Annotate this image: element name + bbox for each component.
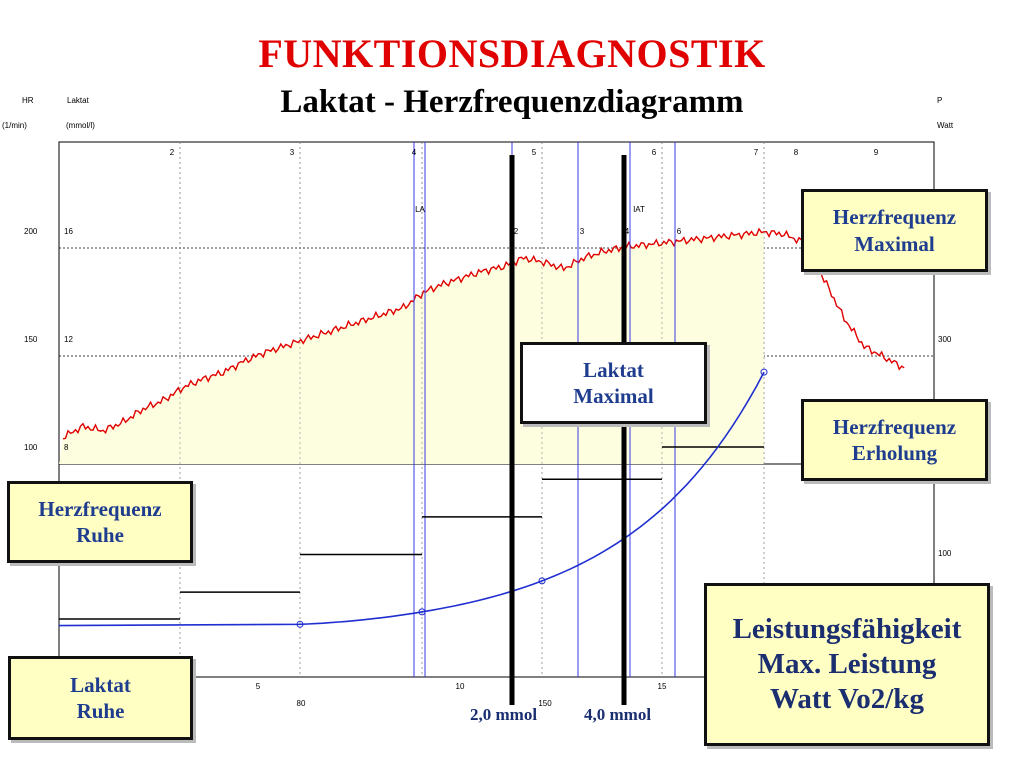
- leistung-line3: Watt Vo2/kg: [770, 682, 924, 715]
- laktat-axis-label: Laktat: [67, 96, 89, 105]
- threshold-stage-label: 4: [624, 227, 630, 236]
- laktat-tick-label: 16: [64, 227, 73, 236]
- threshold-4mmol-label: 4,0 mmol: [584, 705, 652, 724]
- hf-ruhe-box: [7, 481, 193, 563]
- laktat-axis-unit: (mmol/l): [66, 121, 95, 130]
- stage-number-label: 8: [793, 148, 799, 157]
- page-title: FUNKTIONSDIAGNOSTIK: [258, 31, 766, 76]
- laktat-ruhe-line1: Laktat: [70, 672, 131, 697]
- time-tick-label: 15: [657, 682, 667, 691]
- threshold-iat-label: IAT: [633, 205, 645, 214]
- hf-erholung-line2: Erholung: [851, 441, 938, 465]
- leistung-line1: Leistungsfähigkeit: [732, 613, 962, 646]
- hf-max-box: [801, 189, 988, 272]
- hf-erholung-box: [801, 399, 988, 481]
- laktat-max-box: [520, 342, 707, 424]
- hr-tick-label: 150: [24, 335, 38, 344]
- hr-axis-label: HR: [22, 96, 34, 105]
- stage-number-label: 7: [753, 148, 759, 157]
- threshold-la-label: LA: [415, 205, 425, 214]
- laktat-tick-label: 12: [64, 335, 73, 344]
- stage-number-label: 3: [289, 148, 295, 157]
- hr-axis-unit: (1/min): [2, 121, 27, 130]
- laktat-max-line1: Laktat: [583, 357, 644, 382]
- hf-max-line1: Herzfrequenz: [832, 205, 957, 230]
- time-tick-label: 5: [255, 682, 261, 691]
- hf-max-line2: Maximal: [854, 231, 935, 256]
- power-axis-unit: Watt: [937, 121, 954, 130]
- stage-number-label: 2: [169, 148, 175, 157]
- hf-ruhe-line2: Ruhe: [76, 523, 124, 547]
- leistung-line2: Max. Leistung: [757, 648, 937, 681]
- hf-ruhe-line1: Herzfrequenz: [38, 496, 162, 521]
- leistung-box: [704, 583, 990, 746]
- hr-tick-label: 200: [24, 227, 38, 236]
- threshold-stage-label: 6: [676, 227, 682, 236]
- threshold-2mmol-label: 2,0 mmol: [470, 705, 538, 724]
- hr-tick-label: 100: [24, 443, 38, 452]
- laktat-tick-label: 8: [64, 443, 69, 452]
- stage-number-label: 4: [411, 148, 417, 157]
- power-x-tick-label: 80: [296, 699, 306, 708]
- hf-erholung-line1: Herzfrequenz: [832, 414, 957, 439]
- page-subtitle: Laktat - Herzfrequenzdiagramm: [280, 84, 744, 120]
- threshold-stage-label: 2: [513, 227, 519, 236]
- power-tick-label: 100: [938, 549, 952, 558]
- time-tick-label: 10: [455, 682, 465, 691]
- power-tick-label: 300: [938, 335, 952, 344]
- laktat-ruhe-line2: Ruhe: [76, 699, 125, 723]
- power-axis-label: P: [937, 96, 943, 105]
- laktat-ruhe-box: [8, 656, 193, 740]
- laktat-max-line2: Maximal: [573, 384, 654, 408]
- stage-number-label: 6: [651, 148, 657, 157]
- stage-number-label: 9: [873, 148, 879, 157]
- threshold-stage-label: 3: [579, 227, 585, 236]
- power-x-tick-label: 150: [538, 699, 552, 708]
- stage-number-label: 5: [531, 148, 537, 157]
